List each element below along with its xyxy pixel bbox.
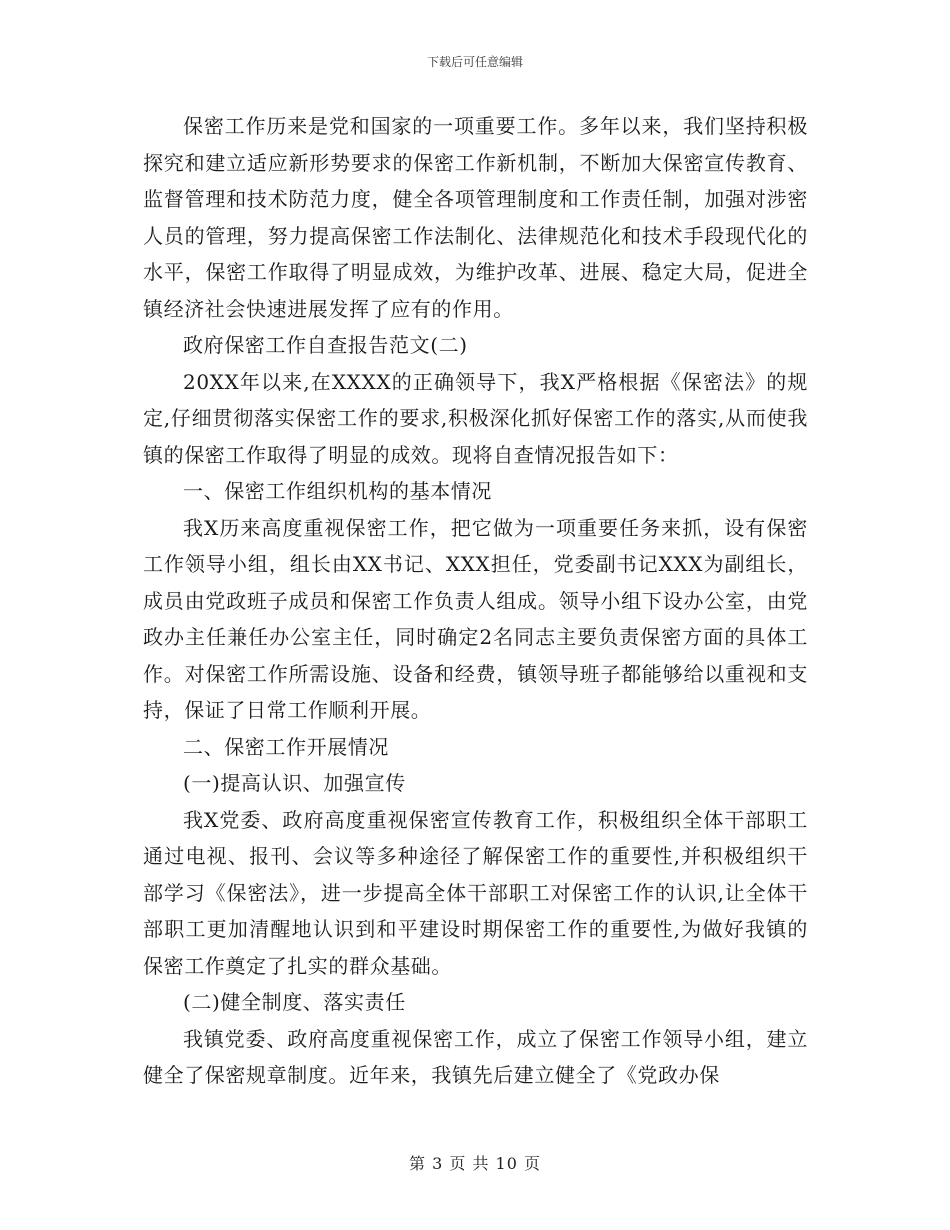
paragraph-awareness: 我X党委、政府高度重视保密宣传教育工作，积极组织全体干部职工通过电视、报刊、会议等多种途径了解保密工作的重要性,并积极组织干部学习《保密法》，进一步提高全体干部职工对保密工作的认识,让全体干部职工更加清醒地认识到和平建设时期保密工作的重要性,为做好我镇的保密工作奠定了扎实的群众基础。 (143, 807, 808, 978)
paragraph-intro: 保密工作历来是党和国家的一项重要工作。多年以来，我们坚持积极探究和建立适应新形势要求的保密工作新机制，不断加大保密宣传教育、监督管理和技术防范力度，健全各项管理制度和工作责任制，加强对涉密人员的管理，努力提高保密工作法制化、法律规范化和技术手段现代化的水平，保密工作取得了明显成效，为维护改革、进展、稳定大局，促进全镇经济社会快速进展发挥了应有的作用。 (143, 114, 808, 321)
document-body (143, 108, 808, 1094)
subheading-awareness: (一)提高认识、加强宣传 (183, 771, 406, 795)
heading-organization: 一、保密工作组织机构的基本情况 (183, 479, 492, 503)
section-title: 政府保密工作自查报告范文(二) (183, 333, 468, 357)
paragraph-opening: 20XX年以来,在XXXX的正确领导下，我X严格根据《保密法》的规定,仔细贯彻落实保密工作的要求,积极深化抓好保密工作的落实,从而使我镇的保密工作取得了明显的成效。现将自查情况报告如下： (143, 369, 808, 467)
heading-work-status: 二、保密工作开展情况 (183, 734, 389, 759)
paragraph-organization: 我X历来高度重视保密工作，把它做为一项重要任务来抓，设有保密工作领导小组，组长由XX书记、XXX担任，党委副书记XXX为副组长，成员由党政班子成员和保密工作负责人组成。领导小组下设办公室，由党政办主任兼任办公室主任，同时确定2名同志主要负责保密方面的具体工作。对保密工作所需设施、设备和经费，镇领导班子都能够给以重视和支持，保证了日常工作顺利开展。 (143, 515, 808, 722)
paragraph-system: 我镇党委、政府高度重视保密工作，成立了保密工作领导小组，建立健全了保密规章制度。近年来，我镇先后建立健全了《党政办保 (143, 1026, 808, 1087)
header-note: 下载后可任意编辑 (426, 55, 523, 69)
subheading-system: (二)健全制度、落实责任 (183, 990, 406, 1014)
page-number-footer: 第 3 页 共 10 页 (409, 1154, 541, 1173)
